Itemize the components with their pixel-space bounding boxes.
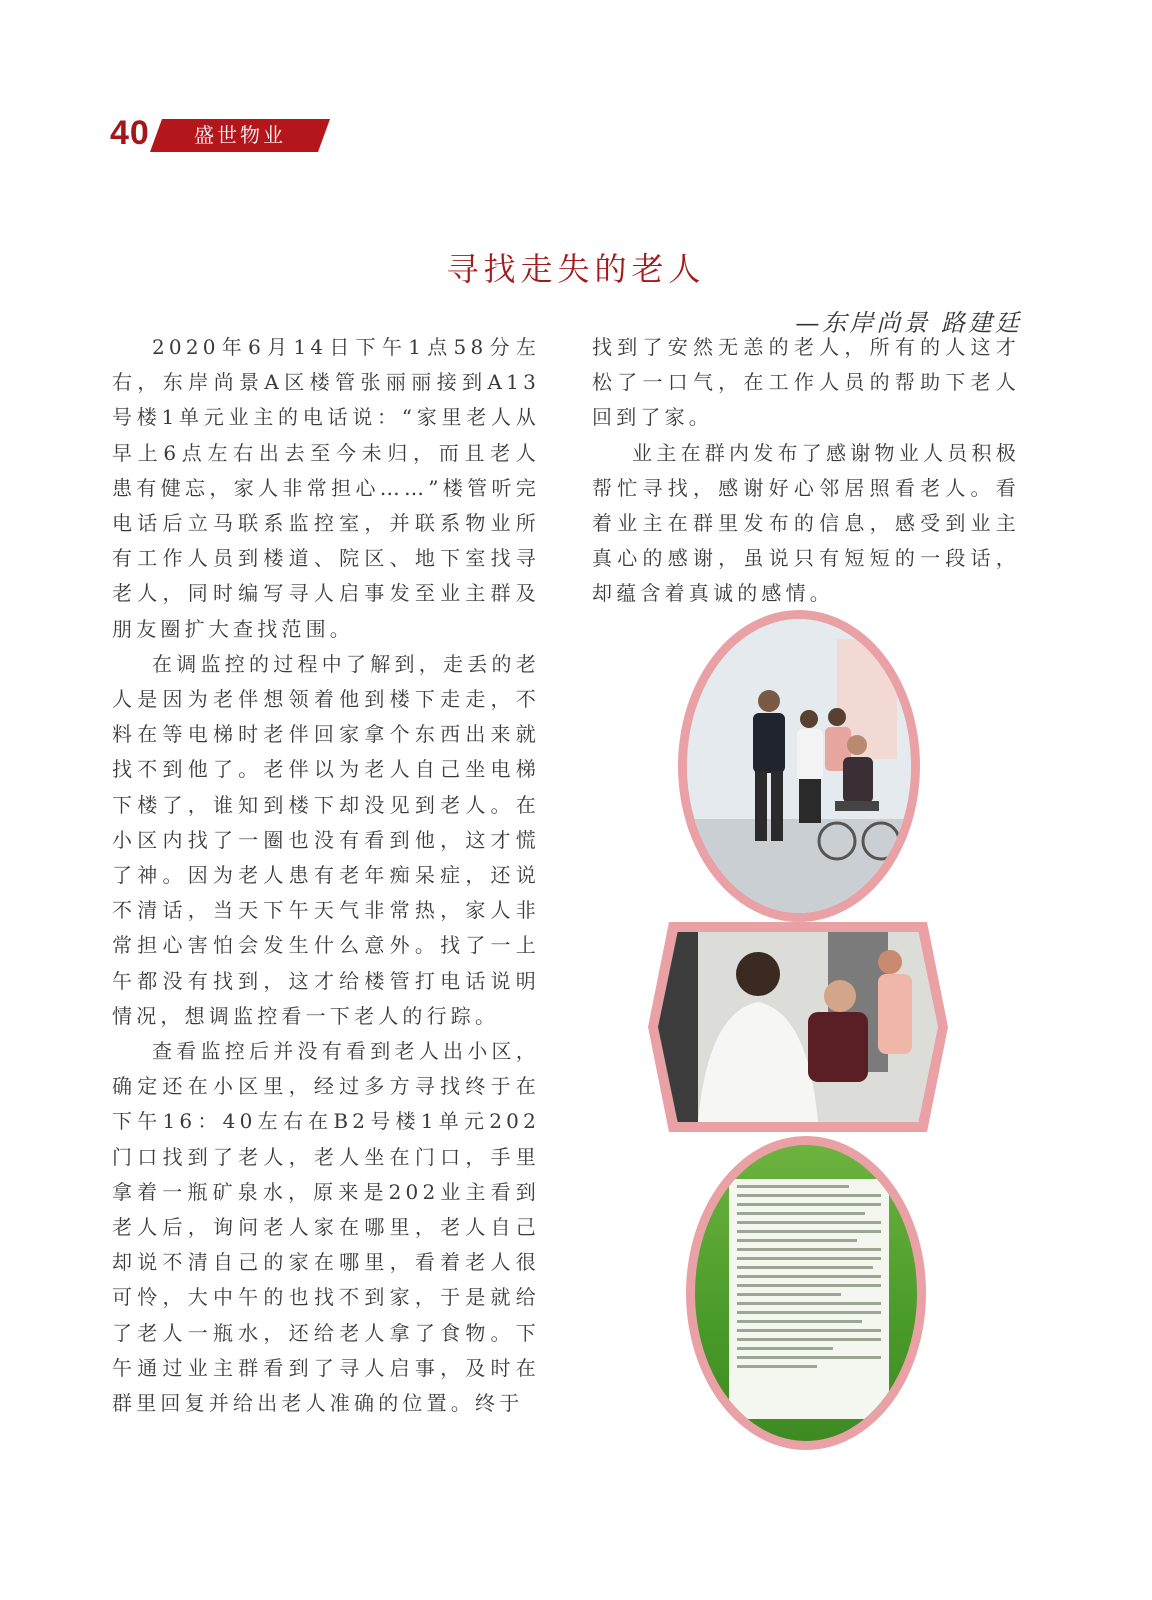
article-title: 寻找走失的老人 bbox=[446, 250, 706, 288]
photo-helping-elder-illustration bbox=[658, 932, 938, 1122]
photo-helping-elder-frame bbox=[648, 922, 948, 1132]
article-byline: —东岸尚景 路建廷 bbox=[795, 309, 1022, 337]
paragraph: 查看监控后并没有看到老人出小区，确定还在小区里，经过多方寻找终于在下午16：40左右在B2号楼1单元202门口找到了老人，老人坐在门口，手里拿着一瓶矿泉水，原来是202业主看到老人后，询问老人家在哪里，老人自己却说不清自己的家在哪里，看着老人很可怜，大中午的也找不到家，于是就给了老人一瓶水，还给老人拿了食物。下午通过业主群看到了寻人启事，及时在群里回复并给出老人准确的位置。终于 bbox=[112, 1039, 540, 1416]
section-tag bbox=[150, 119, 330, 152]
paragraph: 在调监控的过程中了解到，走丢的老人是因为老伴想领着他到楼下走走，不料在等电梯时老伴回家拿个东西出来就找不到他了。老伴以为老人自己坐电梯下楼了，谁知到楼下却没见到老人。在小区内找了一圈也没有看到他，这才慌了神。因为老人患有老年痴呆症，还说不清话，当天下午天气非常热，家人非常担心害怕会发生什么意外。找了一上午都没有找到，这才给楼管打电话说明情况，想调监控看一下老人的行踪。 bbox=[112, 651, 540, 1028]
paragraph: 2020年6月14日下午1点58分左右，东岸尚景A区楼管张丽丽接到A13号楼1单元业主的电话说：“家里老人从早上6点左右出去至今未归，而且老人患有健忘，家人非常担心……”楼管听完电话后立马联系监控室，并联系物业所有工作人员到楼道、院区、地下室找寻老人，同时编写寻人启事发至业主群及朋友圈扩大查找范围。 bbox=[112, 335, 540, 641]
section-label: 盛世物业 bbox=[194, 123, 286, 147]
photo-chat-screenshot bbox=[695, 1145, 917, 1441]
photo-chat-screenshot-frame bbox=[686, 1136, 926, 1450]
paragraph: 业主在群内发布了感谢物业人员积极帮忙寻找，感谢好心邻居照看老人。看着业主在群里发布的信息，感受到业主真心的感谢，虽说只有短短的一段话，却蕴含着真诚的感情。 bbox=[592, 440, 1020, 606]
photo-elder-found-frame bbox=[678, 610, 920, 922]
photo-elder-found-illustration bbox=[687, 619, 911, 913]
photo-helping-elder bbox=[658, 932, 938, 1122]
photo-elder-found bbox=[687, 619, 911, 913]
chat-message-card bbox=[729, 1179, 889, 1419]
left-column bbox=[112, 330, 540, 1421]
page-number: 40 bbox=[110, 114, 150, 152]
paragraph-continued: 找到了安然无恙的老人，所有的人这才松了一口气，在工作人员的帮助下老人回到了家。 bbox=[592, 335, 1020, 430]
right-column bbox=[592, 330, 1020, 612]
